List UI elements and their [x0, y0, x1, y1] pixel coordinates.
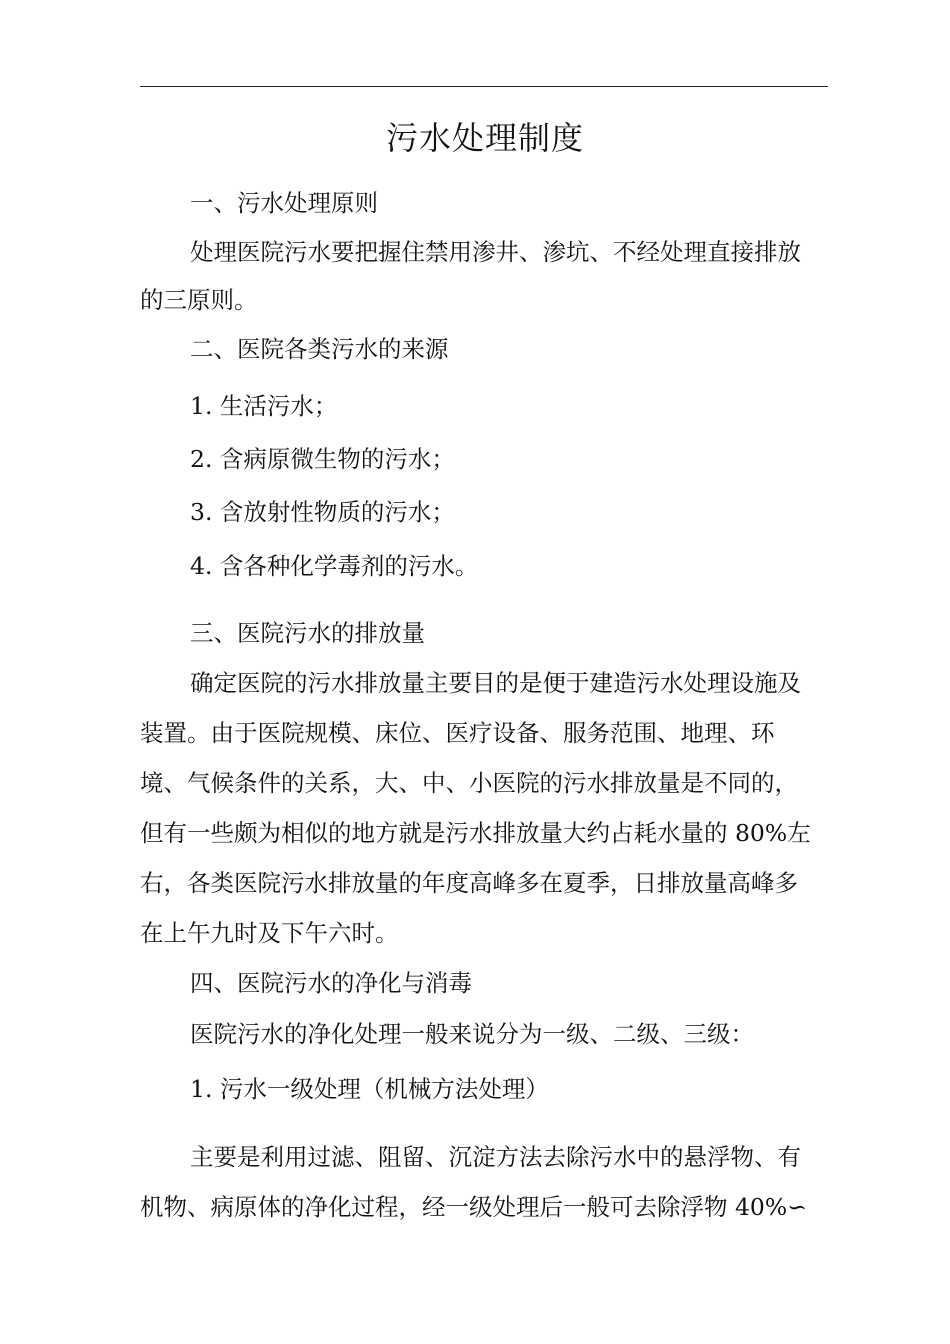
- header-rule: [140, 86, 828, 87]
- paragraph-line: 装置。由于医院规模、床位、医疗设备、服务范围、地理、环: [140, 719, 775, 747]
- list-item: 3. 含放射性物质的污水；: [190, 498, 455, 526]
- paragraph-line: 确定医院的污水排放量主要目的是便于建造污水处理设施及: [190, 669, 801, 697]
- section-heading-4: 四、医院污水的净化与消毒: [190, 969, 472, 997]
- list-item: 1. 生活污水；: [190, 392, 338, 420]
- paragraph-line: 医院污水的净化处理一般来说分为一级、二级、三级：: [190, 1020, 754, 1048]
- paragraph-line: 右，各类医院污水排放量的年度高峰多在夏季，日排放量高峰多: [140, 869, 798, 897]
- paragraph-line: 境、气候条件的关系，大、中、小医院的污水排放量是不同的，: [140, 769, 798, 797]
- document-title: 污水处理制度: [385, 119, 584, 157]
- list-item: 2. 含病原微生物的污水；: [190, 445, 455, 473]
- paragraph-line: 主要是利用过滤、阻留、沉淀方法去除污水中的悬浮物、有: [190, 1143, 801, 1171]
- list-item: 4. 含各种化学毒剂的污水。: [190, 552, 479, 580]
- paragraph-line: 但有一些颇为相似的地方就是污水排放量大约占耗水量的 80%左: [140, 819, 811, 847]
- paragraph-line: 在上午九时及下午六时。: [140, 919, 399, 947]
- paragraph-line: 处理医院污水要把握住禁用渗井、渗坑、不经处理直接排放: [190, 238, 801, 266]
- list-item: 1. 污水一级处理（机械方法处理）: [190, 1075, 549, 1103]
- paragraph-line: 的三原则。: [140, 286, 258, 314]
- section-heading-2: 二、医院各类污水的来源: [190, 335, 449, 363]
- section-heading-3: 三、医院污水的排放量: [190, 619, 425, 647]
- section-heading-1: 一、污水处理原则: [190, 189, 378, 217]
- paragraph-line: 机物、病原体的净化过程，经一级处理后一般可去除浮物 40%∽: [140, 1193, 807, 1221]
